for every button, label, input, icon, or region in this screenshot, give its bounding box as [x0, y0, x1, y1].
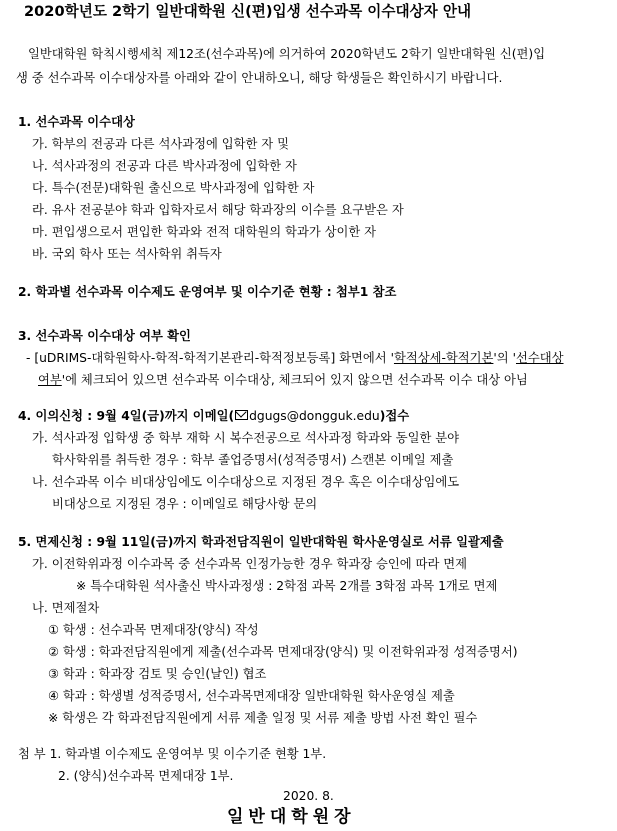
- section-5-step-2: ② 학생 : 학과전담직원에게 제출(선수과목 면제대장(양식) 및 이전학위과정 성적증명서): [48, 645, 518, 659]
- section-3-text-pre: - [uDRIMS-대학원학사-학적-학적기본관리-학적정보등록] 화면에서 ': [26, 351, 394, 365]
- section-3-line-2: [38, 372, 528, 388]
- section-3-line-1: [26, 350, 564, 366]
- section-1-item-a: 가. 학부의 전공과 다른 석사과정에 입학한 자 및: [32, 137, 289, 151]
- section-4-line-1: 가. 석사과정 입학생 중 학부 재학 시 복수전공으로 석사과정 학과와 동일한 분야: [32, 431, 460, 445]
- section-3-heading: 3. 선수과목 이수대상 여부 확인: [18, 329, 191, 343]
- section-1-item-f: 바. 국외 학사 또는 석사학위 취득자: [32, 247, 222, 261]
- section-1-item-b: 나. 석사과정의 전공과 다른 박사과정에 입학한 자: [32, 159, 297, 173]
- section-4-line-4: 비대상으로 지정된 경우 : 이메일로 해당사항 문의: [52, 497, 318, 511]
- document-date: 2020. 8.: [283, 789, 334, 803]
- section-1-item-c: 다. 특수(전문)대학원 출신으로 박사과정에 입학한 자: [32, 181, 315, 195]
- section-2-heading: 2. 학과별 선수과목 이수제도 운영여부 및 이수기준 현황 : 첨부1 참조: [18, 285, 397, 299]
- section-1-item-e: 마. 편입생으로서 편입한 학과와 전적 대학원의 학과가 상이한 자: [32, 225, 377, 239]
- section-4-heading-post: )접수: [379, 409, 410, 423]
- section-3-underline-1: 학적상세-학적기본: [393, 351, 494, 365]
- envelope-icon: [235, 410, 248, 420]
- section-1-item-d: 라. 유사 전공분야 학과 입학자로서 해당 학과장의 이수를 요구받은 자: [32, 203, 404, 217]
- section-4-heading-pre: 4. 이의신청 : 9월 4일(금)까지 이메일(: [18, 409, 235, 423]
- section-5-step-4: ④ 학과 : 학생별 성적증명서, 선수과목면제대장 일반대학원 학사운영실 제출: [48, 689, 455, 703]
- section-4-heading: [18, 408, 409, 424]
- attachment-line-1: 첨 부 1. 학과별 이수제도 운영여부 및 이수기준 현황 1부.: [18, 747, 327, 761]
- section-3-text-rest: '에 체크되어 있으면 선수과목 이수대상, 체크되어 있지 않으면 선수과목 이수 대상 아님: [61, 373, 528, 387]
- section-4-line-2: 학사학위를 취득한 경우 : 학부 졸업증명서(성적증명서) 스캔본 이메일 제출: [52, 453, 454, 467]
- section-5-line-3: 나. 면제절차: [32, 601, 100, 615]
- section-5-heading: 5. 면제신청 : 9월 11일(금)까지 학과전담직원이 일반대학원 학사운영실로 서류 일괄제출: [18, 535, 504, 549]
- section-3-underline-2: 선수대상: [515, 351, 564, 365]
- intro-line-1: 일반대학원 학칙시행세칙 제12조(선수과목)에 의거하여 2020학년도 2학기 일반대학원 신(편)입: [28, 47, 546, 61]
- page-title: 2020학년도 2학기 일반대학원 신(편)입생 선수과목 이수대상자 안내: [24, 3, 472, 20]
- section-1-heading: 1. 선수과목 이수대상: [18, 115, 135, 129]
- email-address: dgugs@dongguk.edu: [249, 409, 380, 423]
- intro-line-2: 생 중 선수과목 이수대상자를 아래와 같이 안내하오니, 해당 학생들은 확인하시기 바랍니다.: [16, 71, 503, 85]
- section-3-text-mid: '의 ': [493, 351, 516, 365]
- section-5-line-1: 가. 이전학위과정 이수과목 중 선수과목 인정가능한 경우 학과장 승인에 따라 면제: [32, 557, 467, 571]
- signature-title: 일반대학원장: [227, 807, 356, 827]
- section-5-note: ※ 학생은 각 학과전담직원에게 서류 제출 일정 및 서류 제출 방법 사전 확인 필수: [48, 711, 478, 725]
- section-4-line-3: 나. 선수과목 이수 비대상임에도 이수대상으로 지정된 경우 혹은 이수대상임에도: [32, 475, 460, 489]
- section-5-step-1: ① 학생 : 선수과목 면제대장(양식) 작성: [48, 623, 259, 637]
- attachment-line-2: 2. (양식)선수과목 면제대장 1부.: [58, 769, 234, 783]
- section-3-underline-3: 여부: [38, 373, 62, 387]
- section-5-line-2: ※ 특수대학원 석사출신 박사과정생 : 2학점 과목 2개를 3학점 과목 1개로 면제: [76, 579, 498, 593]
- section-5-step-3: ③ 학과 : 학과장 검토 및 승인(날인) 협조: [48, 667, 267, 681]
